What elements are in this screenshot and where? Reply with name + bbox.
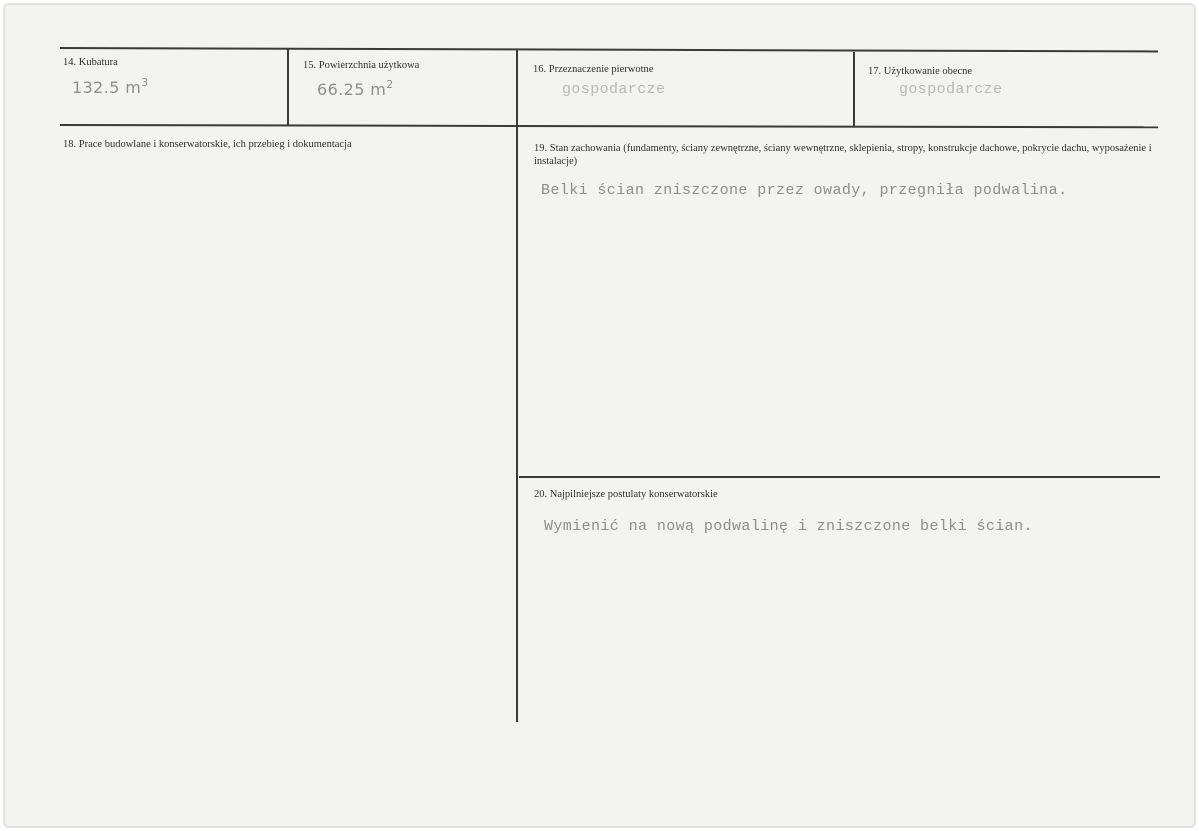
field-17-label: 17. Użytkowanie obecne: [868, 66, 973, 77]
row2-divider-rule: [519, 476, 1160, 478]
divider-14-15: [287, 49, 289, 125]
field-19-label: 19. Stan zachowania (fundamenty, ściany zewnętrzne, ściany wewnętrzne, sklepienia, stropy, konstrukcje dachowe, pokrycie dachu, wyposażenie i instalacje): [534, 143, 1152, 167]
field-19-value: Belki ścian zniszczone przez owady, przegniła podwalina.: [541, 182, 1068, 199]
field-14-exponent: 3: [141, 76, 149, 89]
field-14-number: 132.5 m: [72, 78, 142, 97]
field-16-value: gospodarcze: [562, 81, 666, 98]
field-14-value: [72, 78, 149, 97]
divider-16-17: [853, 52, 855, 127]
field-20-label: 20. Najpilniejsze postulaty konserwatorskie: [534, 489, 718, 500]
field-17-value: gospodarcze: [899, 81, 1003, 98]
field-20-value: Wymienić na nową podwalinę i zniszczone belki ścian.: [544, 518, 1033, 535]
field-14-label: 14. Kubatura: [63, 57, 118, 68]
field-15-label: 15. Powierzchnia użytkowa: [303, 60, 420, 71]
field-15-number: 66.25 m: [317, 80, 387, 99]
field-15-exponent: 2: [386, 78, 394, 91]
field-18-label: 18. Prace budowlane i konserwatorskie, ich przebieg i dokumentacja: [63, 139, 352, 150]
divider-15-16: [516, 50, 518, 722]
field-16-label: 16. Przeznaczenie pierwotne: [533, 64, 654, 75]
field-15-value: [317, 80, 394, 99]
